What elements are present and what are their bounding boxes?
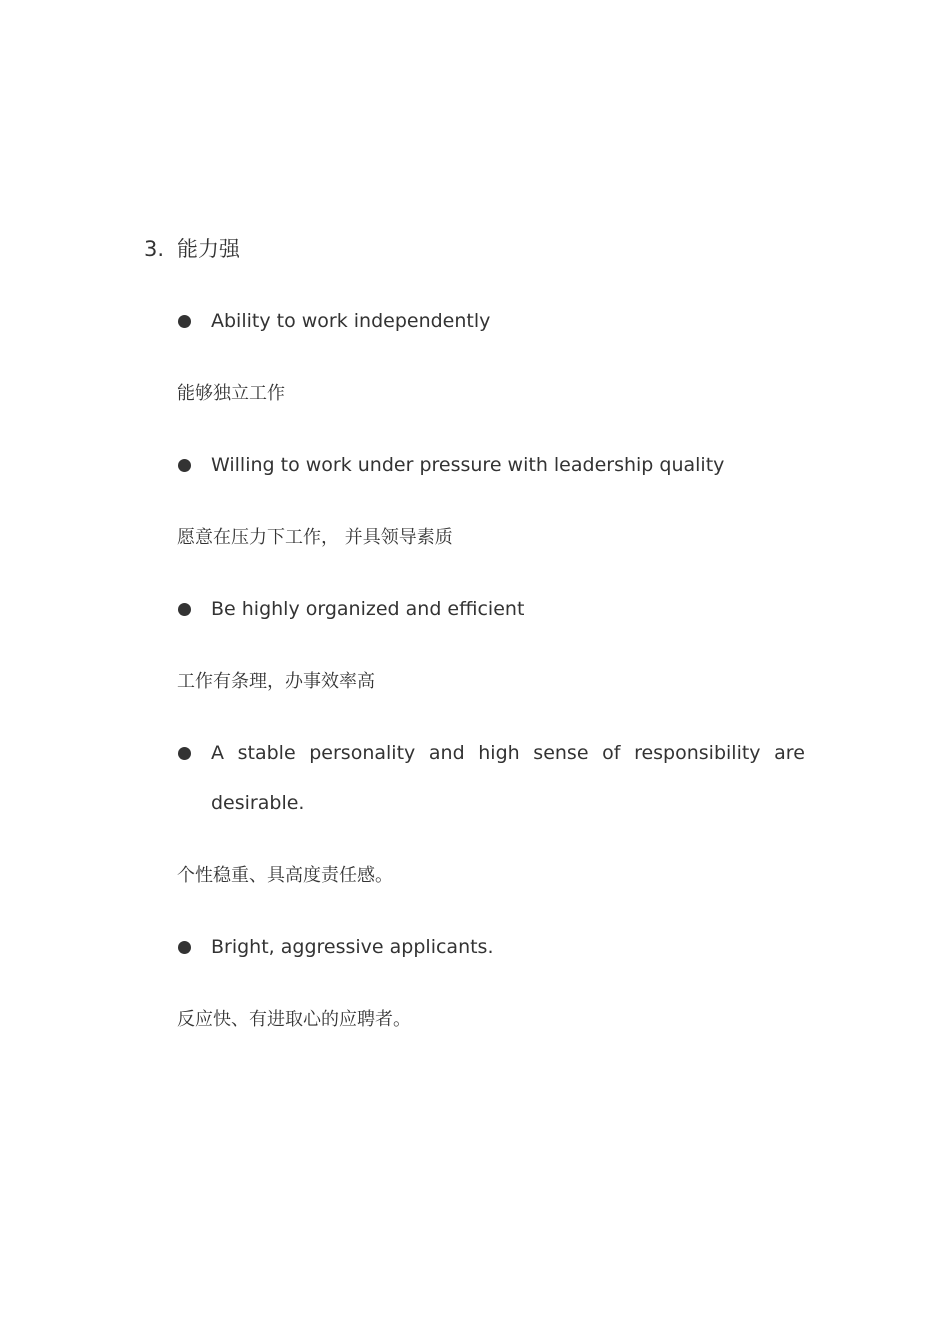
item-english-justified xyxy=(211,738,805,768)
item-word: and xyxy=(428,742,465,764)
bullet-icon xyxy=(178,315,191,328)
item-word: stable xyxy=(237,742,296,764)
item-word: sense xyxy=(533,742,589,764)
item-chinese: 工作有条理，办事效率高 xyxy=(177,671,375,692)
bullet-icon xyxy=(178,603,191,616)
bullet-icon xyxy=(178,459,191,472)
item-english: Willing to work under pressure with leadership quality xyxy=(211,454,725,476)
item-english: Bright, aggressive applicants. xyxy=(211,936,494,958)
item-english-continuation: desirable. xyxy=(211,792,305,814)
item-chinese: 愿意在压力下工作， 并具领导素质 xyxy=(177,527,453,548)
item-chinese: 个性稳重、具高度责任感。 xyxy=(177,865,393,886)
bullet-icon xyxy=(178,747,191,760)
section-heading xyxy=(144,234,240,264)
item-english: Be highly organized and efficient xyxy=(211,598,525,620)
item-english: Ability to work independently xyxy=(211,310,491,332)
item-word: A xyxy=(211,742,224,764)
item-chinese: 反应快、有进取心的应聘者。 xyxy=(177,1009,411,1030)
bullet-icon xyxy=(178,941,191,954)
item-word: high xyxy=(478,742,520,764)
item-word: are xyxy=(774,742,805,764)
item-chinese: 能够独立工作 xyxy=(177,383,285,404)
item-word: personality xyxy=(309,742,416,764)
section-number: 3. xyxy=(144,237,165,261)
item-word: of xyxy=(602,742,621,764)
item-word: responsibility xyxy=(634,742,761,764)
section-title: 能力强 xyxy=(177,237,240,261)
